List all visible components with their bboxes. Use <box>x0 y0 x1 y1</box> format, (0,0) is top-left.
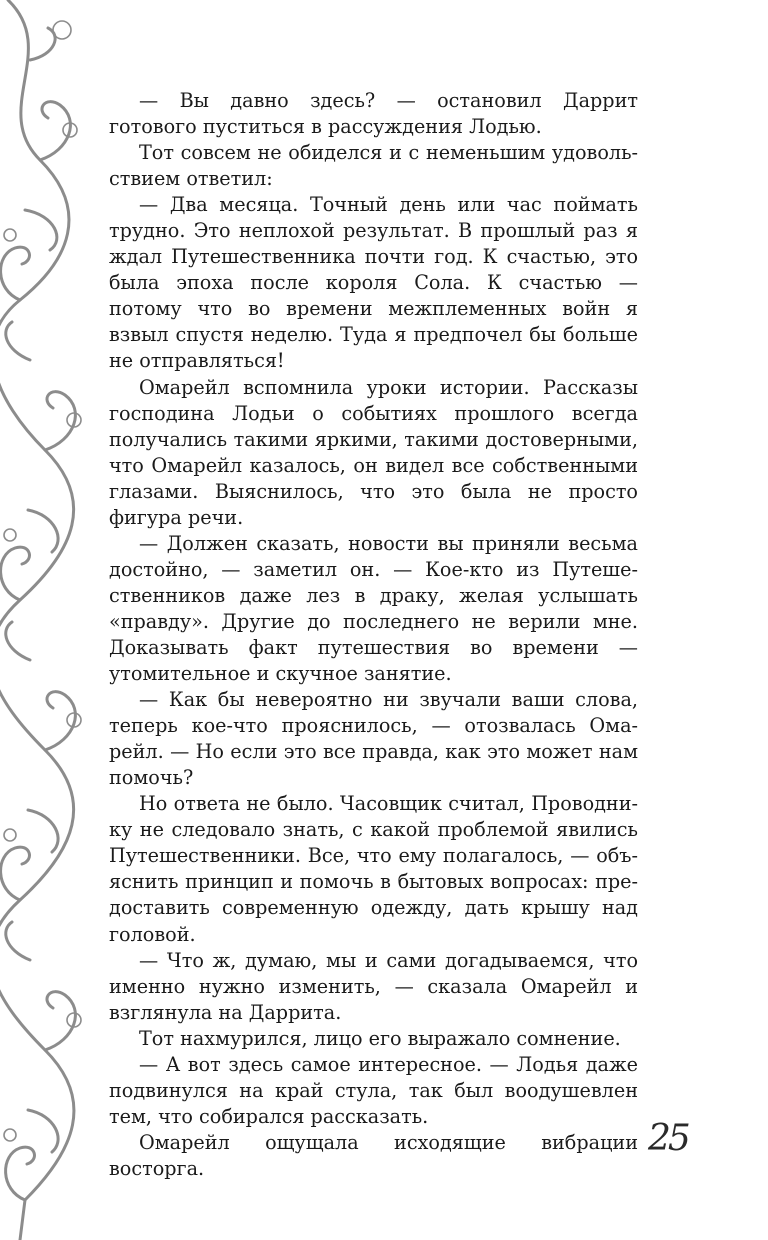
paragraph: — Вы давно здесь? — остановил Даррит готового пуститься в рассуждения Лодью. <box>109 89 638 139</box>
paragraph: — Как бы невероятно ни звучали ваши слова, теперь кое-что прояснилось, — отозвалась Омарейл. — Но если это все правда, как это может нам помочь? <box>109 688 638 790</box>
page-body-text <box>109 88 638 1182</box>
paragraph: — А вот здесь самое интересное. — Лодья даже подвинулся на край стула, так был воодушевлен тем, что собирался рассказать. <box>109 1052 638 1128</box>
swirl-ornament-icon <box>0 0 90 1240</box>
paragraph: Тот нахмурился, лицо его выражало сомнение. <box>139 1026 621 1050</box>
paragraph: Омарейл ощущала исходящие вибрации восторга. <box>109 1130 638 1180</box>
paragraph: — Должен сказать, новости вы приняли весьма достойно, — заметил он. — Кое-кто из Путешественников даже лез в драку, желая услышать «правду». Другие до последнего не верили мне. Доказывать факт путешествия во времени — утомительное и скучное занятие. <box>109 531 638 686</box>
paragraph: — Два месяца. Точный день или час поймать трудно. Это неплохой результат. В прошлый раз я ждал Путешественника почти год. К счастью, это была эпоха после короля Сола. К счастью — потому что во времени межплеменных войн я взвыл спустя неделю. Туда я предпочел бы больше не отправляться! <box>109 193 638 373</box>
paragraph: Но ответа не было. Часовщик считал, Проводнику не следовало знать, с какой проблемой явились Путешественники. Все, что ему полагалось, — объяснить принцип и помочь в бытовых вопросах: предоставить современную одежду, дать крышу над головой. <box>109 792 638 946</box>
page-number: 25 <box>648 1118 688 1159</box>
paragraph: Тот совсем не обиделся и с неменьшим удовольствием ответил: <box>109 141 638 191</box>
paragraph: Омарейл вспомнила уроки истории. Рассказы господина Лодьи о событиях прошлого всегда получались такими яркими, такими достоверными, что Омарейл казалось, он видел все собственными глазами. Выяснилось, что это была не просто фигура речи. <box>109 375 638 529</box>
paragraph: — Что ж, думаю, мы и сами догадываемся, что именно нужно изменить, — сказала Омарейл и взглянула на Даррита. <box>109 948 638 1024</box>
